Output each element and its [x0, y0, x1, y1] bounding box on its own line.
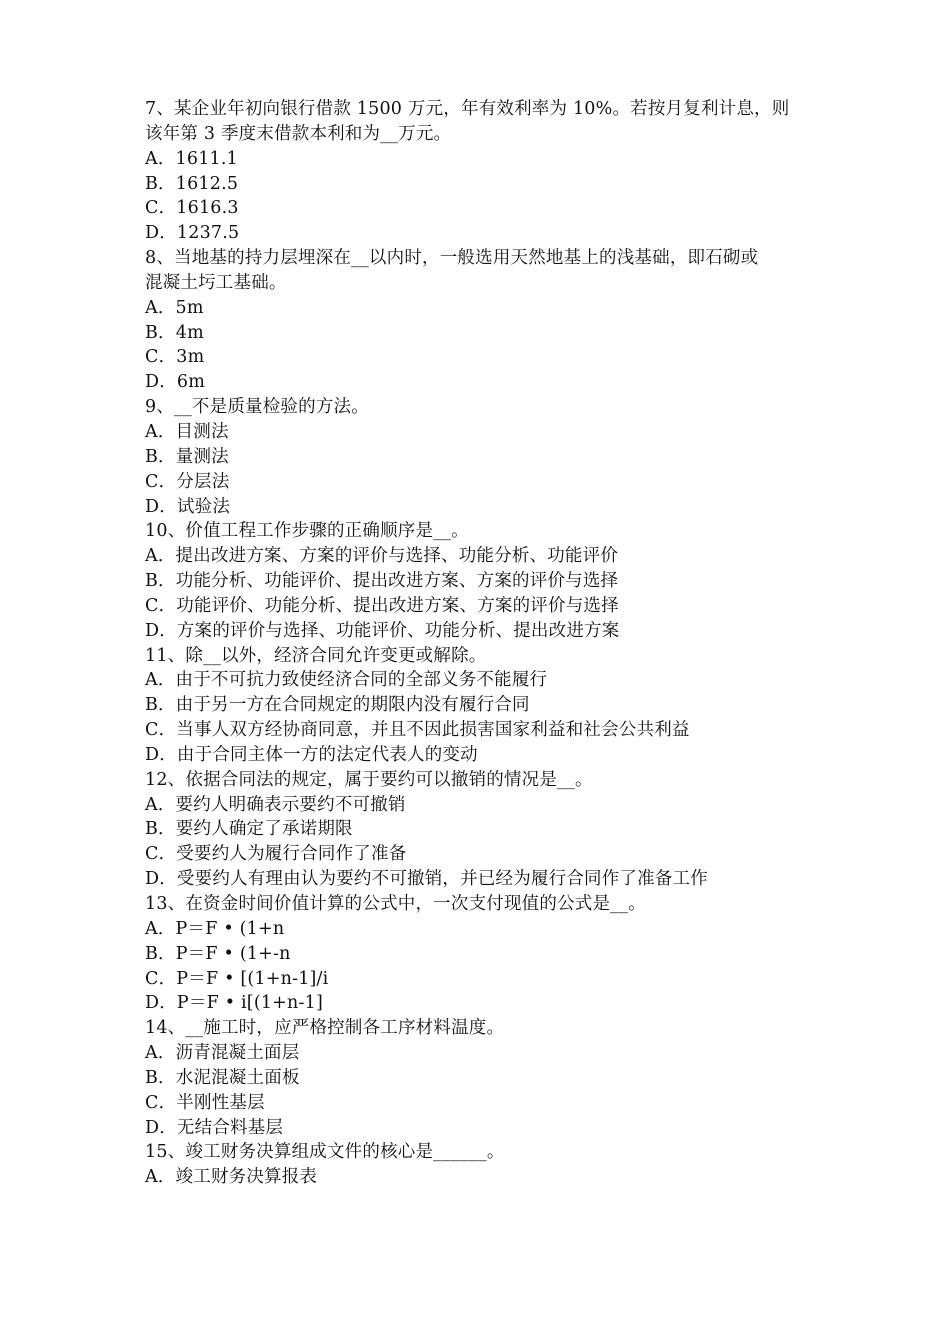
- option-c: C．3m: [145, 347, 205, 368]
- option-c: C．半刚性基层: [145, 1092, 265, 1113]
- question-10: [145, 519, 815, 643]
- option-a: A．提出改进方案、方案的评价与选择、功能分析、功能评价: [145, 546, 619, 567]
- stem-line: 12、依据合同法的规定，属于要约可以撤销的情况是__。: [145, 769, 593, 790]
- stem-line: 7、某企业年初向银行借款 1500 万元，年有效利率为 10%。若按月复利计息，则: [145, 99, 790, 119]
- option-a: A．要约人明确表示要约不可撤销: [145, 794, 406, 815]
- option-d: D．1237.5: [145, 223, 240, 244]
- stem-line: 14、__施工时，应严格控制各工序材料温度。: [145, 1018, 505, 1039]
- option-d: D．受要约人有理由认为要约不可撤销，并已经为履行合同作了准备工作: [145, 869, 708, 890]
- question-stem: [145, 395, 815, 420]
- stem-line: 11、除__以外，经济合同允许变更或解除。: [145, 645, 487, 666]
- question-14: [145, 1016, 815, 1140]
- question-stem: [145, 519, 815, 544]
- option-c: C．1616.3: [145, 198, 239, 219]
- option-b: B．功能分析、功能评价、提出改进方案、方案的评价与选择: [145, 571, 619, 592]
- stem-line: 13、在资金时间价值计算的公式中，一次支付现值的公式是__。: [145, 894, 646, 914]
- option-c: C．P＝F • [(1+n-1]/i: [145, 968, 329, 989]
- option-a: A．目测法: [145, 421, 229, 442]
- question-stem: [145, 246, 815, 296]
- question-11: [145, 644, 815, 768]
- stem-line: 该年第 3 季度末借款本利和为__万元。: [145, 123, 452, 144]
- option-a: A．竣工财务决算报表: [145, 1167, 318, 1188]
- question-stem: [145, 97, 815, 147]
- option-d: D．方案的评价与选择、功能评价、功能分析、提出改进方案: [145, 620, 620, 641]
- stem-line: 8、当地基的持力层埋深在__以内时，一般选用天然地基上的浅基础，即石砌或: [145, 248, 759, 269]
- question-13: [145, 892, 815, 1016]
- option-b: B．水泥混凝土面板: [145, 1067, 300, 1088]
- stem-line: 混凝土圬工基础。: [145, 272, 287, 293]
- option-a: A．1611.1: [145, 148, 238, 169]
- option-a: A．沥青混凝土面层: [145, 1043, 300, 1064]
- option-d: D．无结合料基层: [145, 1117, 284, 1138]
- option-b: B．4m: [145, 322, 204, 343]
- option-a: A．由于不可抗力致使经济合同的全部义务不能履行: [145, 670, 548, 691]
- stem-line: 9、__不是质量检验的方法。: [145, 397, 369, 418]
- option-b: B．要约人确定了承诺期限: [145, 819, 353, 840]
- option-c: C．当事人双方经协商同意，并且不因此损害国家利益和社会公共利益: [145, 720, 690, 741]
- question-15: [145, 1140, 815, 1190]
- option-c: C．功能评价、功能分析、提出改进方案、方案的评价与选择: [145, 595, 619, 616]
- option-c: C．分层法: [145, 471, 230, 492]
- document-page: [145, 97, 815, 1190]
- question-stem: [145, 892, 815, 917]
- option-d: D．试验法: [145, 496, 231, 517]
- option-a: A．P＝F • (1+n: [145, 918, 285, 939]
- option-d: D．6m: [145, 372, 206, 393]
- question-8: [145, 246, 815, 395]
- option-a: A．5m: [145, 297, 204, 318]
- stem-line: 10、价值工程工作步骤的正确顺序是__。: [145, 521, 469, 542]
- question-12: [145, 768, 815, 892]
- option-b: B．量测法: [145, 446, 229, 467]
- question-7: [145, 97, 815, 246]
- question-stem: [145, 1140, 815, 1165]
- stem-line: 15、竣工财务决算组成文件的核心是______。: [145, 1142, 505, 1163]
- option-b: B．P＝F • (1+-n: [145, 943, 291, 964]
- question-stem: [145, 1016, 815, 1041]
- option-b: B．由于另一方在合同规定的期限内没有履行合同: [145, 695, 530, 716]
- question-stem: [145, 768, 815, 793]
- option-d: D．P＝F • i[(1+n-1]: [145, 993, 323, 1014]
- question-9: [145, 395, 815, 519]
- option-d: D．由于合同主体一方的法定代表人的变动: [145, 744, 478, 765]
- question-stem: [145, 644, 815, 669]
- option-b: B．1612.5: [145, 173, 239, 194]
- option-c: C．受要约人为履行合同作了准备: [145, 844, 407, 865]
